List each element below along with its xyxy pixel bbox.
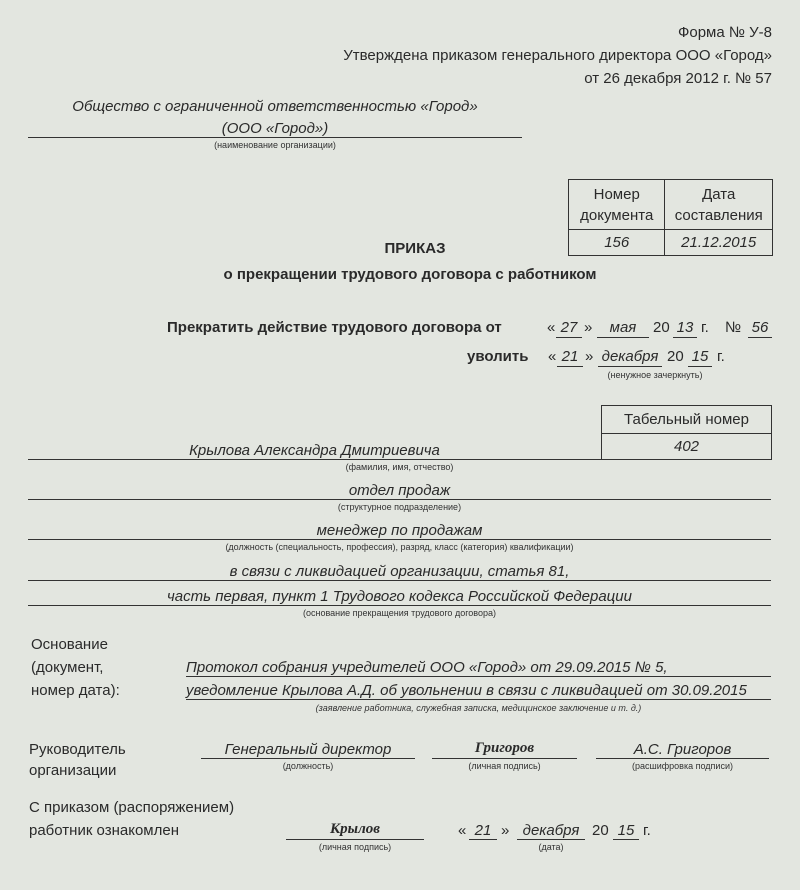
dismiss-quote-open: «: [548, 348, 557, 365]
doc-number-header: [569, 180, 665, 230]
head-decoding-caption: (расшифровка подписи): [632, 761, 733, 771]
terminate-quote-open: «: [547, 319, 556, 336]
head-position-caption: (должность): [282, 761, 334, 771]
employee-department: отдел продаж: [348, 482, 451, 499]
ack-year: 15: [617, 822, 635, 839]
terminate-month: мая: [609, 319, 637, 336]
head-label-1: Руководитель: [29, 741, 126, 758]
termination-reason-rule-2: [28, 605, 771, 606]
dismiss-year-suffix: г.: [717, 348, 725, 365]
dismiss-year: 15: [691, 348, 709, 365]
organization-full-name: Общество с ограниченной ответственностью «Город»: [72, 98, 478, 115]
organization-line: [28, 137, 522, 138]
basis-rule-1: [186, 676, 771, 677]
head-position: Генеральный директор: [224, 741, 392, 758]
doc-number-header-line-1: Номер: [593, 185, 640, 203]
head-signature-line: [432, 758, 577, 759]
terminate-label: Прекратить действие трудового договора от: [167, 319, 502, 336]
organization-caption: (наименование организации): [214, 140, 336, 150]
ack-label-2: работник ознакомлен: [29, 822, 179, 839]
termination-reason-line-2: часть первая, пункт 1 Трудового кодекса Российской Федерации: [167, 588, 632, 605]
head-signature-caption: (личная подпись): [468, 761, 541, 771]
terminate-day-line: [556, 337, 582, 338]
basis-caption: (заявление работника, служебная записка, медицинское заключение и т. д.): [315, 703, 642, 713]
head-decoding-line: [596, 758, 769, 759]
tab-number-value: 402: [602, 434, 772, 460]
ack-quote-close: »: [501, 822, 510, 839]
tab-number-header: Табельный номер: [602, 406, 772, 434]
ack-month-line: [517, 839, 585, 840]
termination-reason-caption: (основание прекращения трудового договора): [303, 608, 496, 618]
head-signature-decoding: А.С. Григоров: [633, 741, 732, 758]
head-signature: Григоров: [474, 740, 535, 756]
employee-name-line: [28, 459, 601, 460]
basis-document-line-2: уведомление Крылова А.Д. об увольнении в связи с ликвидацией от 30.09.2015: [186, 682, 747, 699]
employee-position-line: [28, 539, 771, 540]
ack-label-1: С приказом (распоряжением): [29, 799, 235, 816]
terminate-day: 27: [560, 319, 578, 336]
doc-number-value: 156: [569, 230, 665, 256]
basis-label-1: Основание: [31, 636, 108, 653]
ack-signature: Крылов: [330, 821, 380, 837]
basis-label-3: номер дата):: [31, 682, 120, 699]
dismiss-month-line: [598, 366, 662, 367]
title-main: ПРИКАЗ: [384, 240, 446, 257]
ack-signature-caption: (личная подпись): [318, 842, 392, 852]
ack-quote-open: «: [458, 822, 467, 839]
doc-date-header-line-1: Дата: [702, 185, 736, 203]
employee-department-line: [28, 499, 771, 500]
termination-reason-line-1: в связи с ликвидацией организации, статья 81,: [229, 563, 570, 580]
terminate-year-suffix: г.: [701, 319, 709, 336]
terminate-year: 13: [676, 319, 694, 336]
terminate-number: 56: [751, 319, 769, 336]
form-number: Форма № У-8: [677, 24, 772, 41]
employee-name: Крылова Александра Дмитриевича: [189, 442, 440, 459]
terminate-month-line: [597, 337, 649, 338]
dismiss-caption: (ненужное зачеркнуть): [607, 370, 703, 380]
terminate-number-line: [748, 337, 772, 338]
dismiss-day-line: [557, 366, 583, 367]
ack-year-line: [613, 839, 639, 840]
dismiss-label: уволить: [467, 348, 529, 365]
head-position-line: [201, 758, 415, 759]
tab-number-table: [601, 405, 772, 460]
ack-year-prefix: 20: [592, 822, 609, 839]
ack-day: 21: [474, 822, 492, 839]
dismiss-year-line: [688, 366, 712, 367]
basis-document-line-1: Протокол собрания учредителей ООО «Город» от 29.09.2015 № 5,: [186, 659, 668, 676]
ack-year-suffix: г.: [643, 822, 651, 839]
title-sub: о прекращении трудового договора с работником: [223, 266, 597, 283]
terminate-year-prefix: 20: [653, 319, 670, 336]
terminate-year-line: [673, 337, 697, 338]
dismiss-year-prefix: 20: [667, 348, 684, 365]
document-table: [568, 179, 773, 256]
approved-line: Утверждена приказом генерального директора ООО «Город»: [343, 47, 772, 64]
head-label-2: организации: [29, 762, 117, 779]
dismiss-quote-close: »: [585, 348, 594, 365]
basis-rule-2: [186, 699, 771, 700]
doc-date-header-line-2: составления: [674, 206, 763, 224]
terminate-number-sign: №: [725, 319, 742, 336]
employee-name-caption: (фамилия, имя, отчество): [345, 462, 454, 472]
ack-month: декабря: [522, 822, 580, 839]
employee-position: менеджер по продажам: [316, 522, 483, 539]
approved-date: от 26 декабря 2012 г. № 57: [584, 70, 772, 87]
basis-label-2: (документ,: [31, 659, 104, 676]
ack-signature-line: [286, 839, 424, 840]
dismiss-month: декабря: [601, 348, 659, 365]
doc-date-value: 21.12.2015: [665, 230, 773, 256]
ack-date-caption: (дата): [538, 842, 564, 852]
termination-reason-rule-1: [28, 580, 771, 581]
ack-day-line: [469, 839, 497, 840]
employee-department-caption: (структурное подразделение): [337, 502, 462, 512]
organization-short-name: (ООО «Город»): [221, 120, 329, 137]
doc-date-header: [665, 180, 773, 230]
doc-number-header-line-2: документа: [580, 206, 654, 224]
terminate-quote-close: »: [584, 319, 593, 336]
dismiss-day: 21: [561, 348, 579, 365]
employee-position-caption: (должность (специальность, профессия), разряд, класс (категория) квалификации): [225, 542, 574, 552]
